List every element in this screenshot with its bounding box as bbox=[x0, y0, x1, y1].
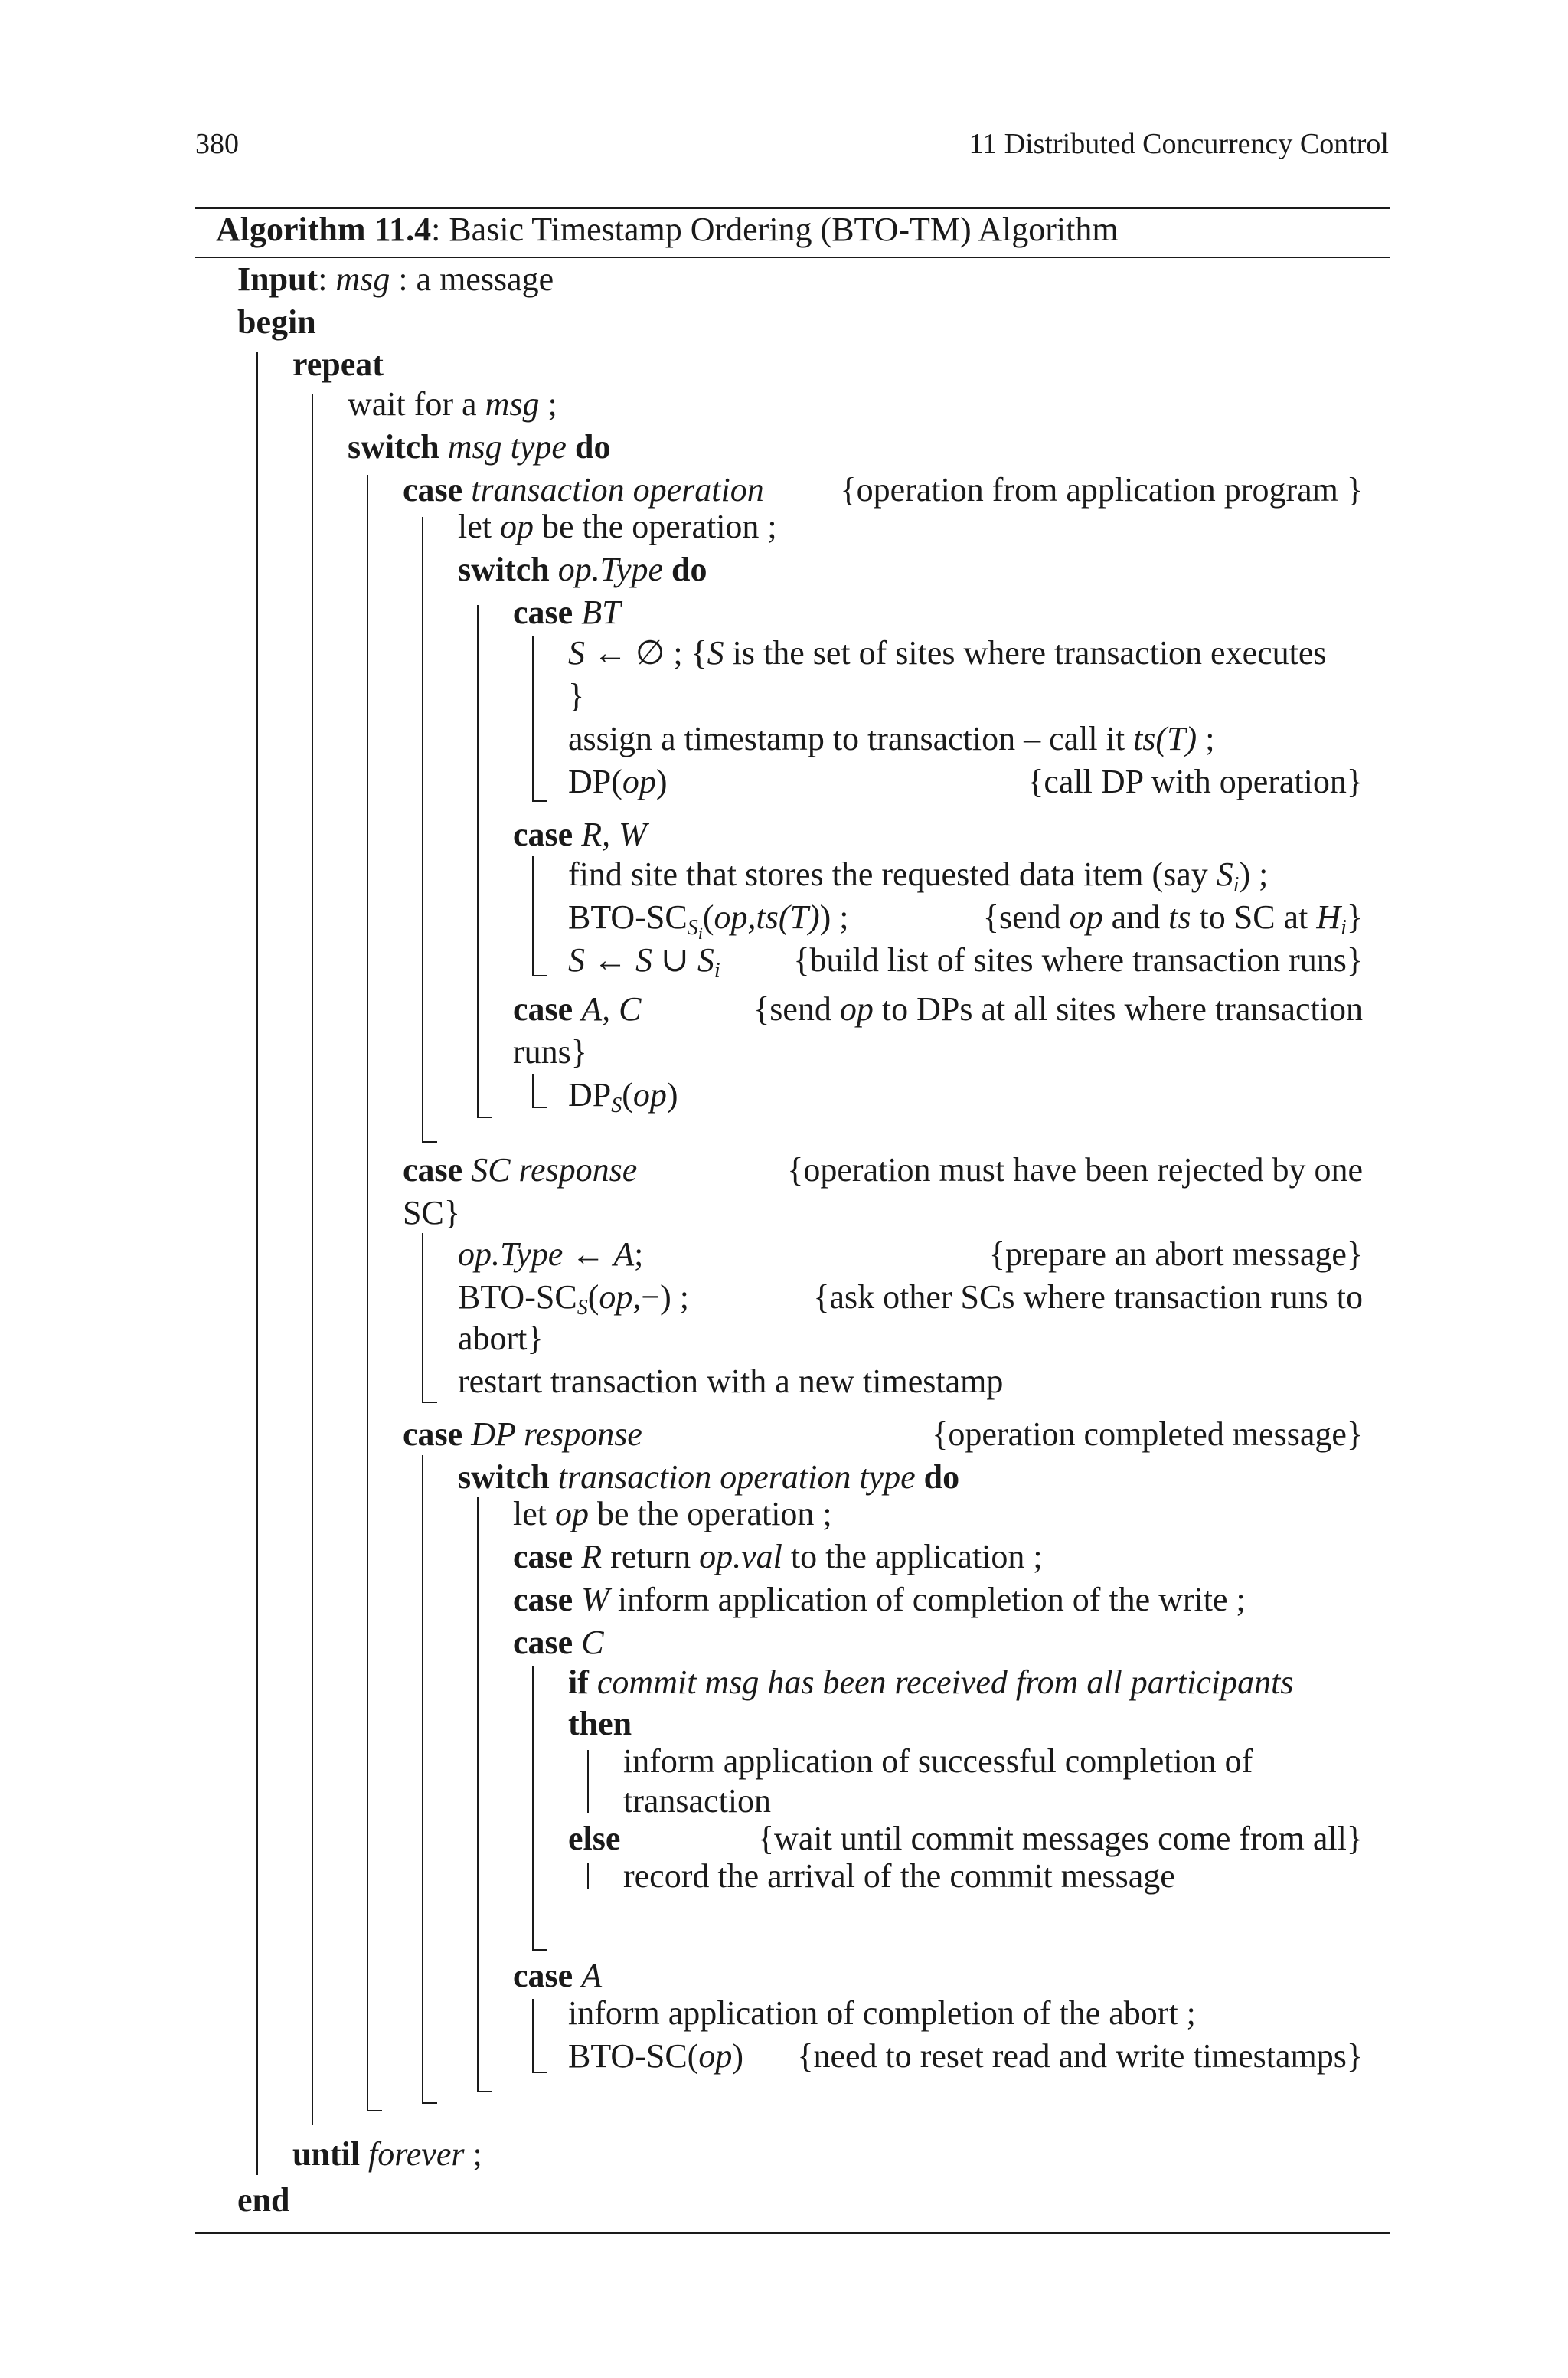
union-line: S ← S ∪ $S_i$ bbox=[568, 941, 720, 983]
switch-type-line: switch transaction operation type do bbox=[458, 1458, 960, 1496]
caption-rule bbox=[195, 257, 1390, 258]
case-sc-line: case SC response bbox=[403, 1151, 638, 1189]
until-line: until forever ; bbox=[292, 2135, 482, 2173]
dp-op-comment: {call DP with operation} bbox=[1027, 763, 1363, 800]
bto-sc-abort-comment: {ask other SCs where transaction runs to bbox=[813, 1278, 1363, 1316]
case-sc-comment-cont: SC} bbox=[403, 1194, 460, 1232]
top-rule bbox=[195, 207, 1390, 209]
case-ac-comment: {send op to DPs at all sites where transaction bbox=[753, 990, 1363, 1028]
bto-sc-comment: {send op and ts to SC at $H_i$} bbox=[982, 898, 1363, 940]
if-commit-line: if commit msg has been received from all participants bbox=[568, 1663, 1294, 1701]
repeat-line: repeat bbox=[292, 345, 384, 383]
case-c-line: case C bbox=[513, 1624, 604, 1661]
set-s-line-cont: } bbox=[568, 677, 585, 715]
optype-abort-comment: {prepare an abort message} bbox=[988, 1235, 1363, 1273]
restart-line: restart transaction with a new timestamp bbox=[458, 1362, 1004, 1400]
set-s-line: S ← ∅ ; {S is the set of sites where transaction executes bbox=[568, 634, 1327, 672]
inform-success-line-cont: transaction bbox=[623, 1782, 772, 1820]
case-ac-line: case A, C bbox=[513, 990, 642, 1028]
case-sc-comment: {operation must have been rejected by one bbox=[787, 1151, 1363, 1189]
union-comment: {build list of sites where transaction runs} bbox=[793, 941, 1363, 979]
bto-sc-reset-comment: {need to reset read and write timestamps} bbox=[797, 2037, 1363, 2075]
wait-line: wait for a msg ; bbox=[348, 385, 557, 423]
case-dp-comment: {operation completed message} bbox=[932, 1415, 1363, 1453]
switch-msg-line: switch msg type do bbox=[348, 428, 611, 466]
page-number: 380 bbox=[195, 128, 239, 160]
running-title: 11 Distributed Concurrency Control bbox=[969, 128, 1389, 160]
let-op-line-2: let op be the operation ; bbox=[513, 1495, 832, 1532]
record-arrival-line: record the arrival of the commit message bbox=[623, 1857, 1175, 1895]
case-r-line: case R return op.val to the application ; bbox=[513, 1538, 1043, 1575]
algorithm-title: : Basic Timestamp Ordering (BTO-TM) Algorithm bbox=[431, 211, 1119, 248]
case-rw-line: case R, W bbox=[513, 816, 647, 853]
bto-sc-line: BTO-$SC_{S_i}(op,ts(T))$ ; bbox=[568, 898, 849, 943]
bto-sc-abort-line: BTO-$SC_S(op,-)$ ; bbox=[458, 1278, 690, 1320]
algorithm-label: Algorithm 11.4 bbox=[216, 211, 432, 248]
begin-line: begin bbox=[237, 303, 316, 341]
input-line: Input: msg : a message bbox=[237, 260, 554, 298]
bto-sc-abort-comment-cont: abort} bbox=[458, 1320, 544, 1357]
end-line: end bbox=[237, 2181, 290, 2219]
algorithm-caption bbox=[216, 211, 1119, 249]
find-site-line: find site that stores the requested data item (say $S_i$) ; bbox=[568, 855, 1269, 897]
case-w-line: case W inform application of completion of the write ; bbox=[513, 1581, 1246, 1618]
else-comment: {wait until commit messages come from all} bbox=[757, 1820, 1363, 1857]
assign-timestamp-line: assign a timestamp to transaction – call it ts(T) ; bbox=[568, 720, 1215, 757]
optype-abort-line: op.Type ← A; bbox=[458, 1235, 644, 1273]
case-transaction-line: case transaction operation bbox=[403, 471, 764, 509]
case-a-line: case A bbox=[513, 1957, 603, 1994]
bto-sc-reset-line: BTO-SC(op) bbox=[568, 2037, 743, 2075]
switch-optype-line: switch op.Type do bbox=[458, 551, 707, 588]
bottom-rule bbox=[195, 2232, 1390, 2234]
case-bt-line: case BT bbox=[513, 594, 621, 631]
then-line: then bbox=[568, 1705, 632, 1742]
inform-success-line: inform application of successful completion of bbox=[623, 1742, 1253, 1780]
case-ac-comment-cont: runs} bbox=[513, 1033, 587, 1071]
case-transaction-comment: {operation from application program } bbox=[840, 471, 1363, 509]
let-op-line: let op be the operation ; bbox=[458, 508, 777, 545]
inform-abort-line: inform application of completion of the abort ; bbox=[568, 1994, 1196, 2032]
dp-op-line: DP(op) bbox=[568, 763, 668, 800]
case-dp-line: case DP response bbox=[403, 1415, 642, 1453]
else-line: else bbox=[568, 1820, 621, 1857]
dp-s-line: $DP_S(op)$ bbox=[568, 1076, 678, 1117]
